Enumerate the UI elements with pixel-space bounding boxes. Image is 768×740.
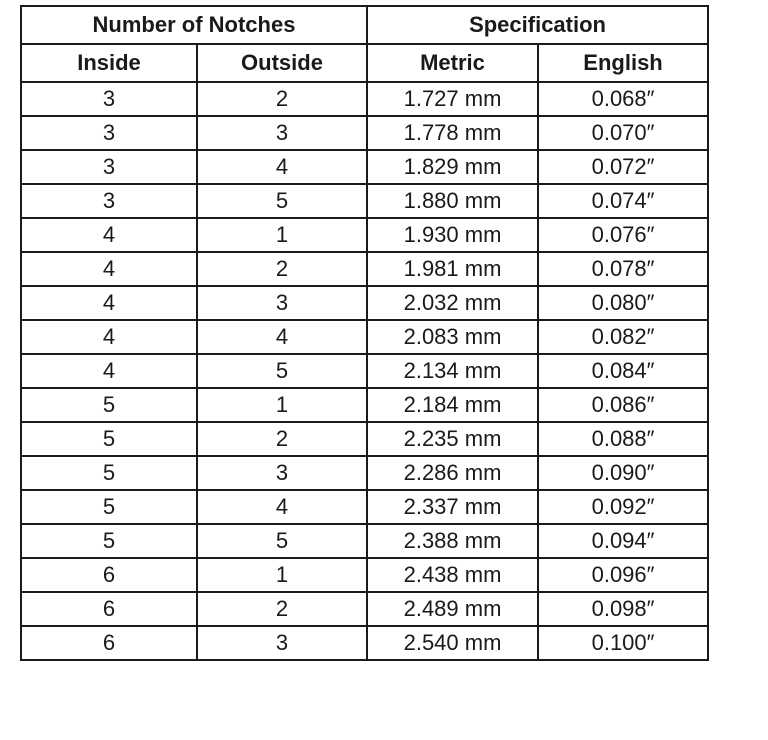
table-row <box>21 252 708 286</box>
cell-inside: 4 <box>21 218 197 252</box>
cell-outside: 2 <box>197 422 367 456</box>
table-row <box>21 592 708 626</box>
cell-outside: 3 <box>197 626 367 660</box>
table-row <box>21 626 708 660</box>
cell-inside: 3 <box>21 116 197 150</box>
cell-inside: 5 <box>21 422 197 456</box>
cell-inside: 4 <box>21 286 197 320</box>
cell-outside: 1 <box>197 388 367 422</box>
table-row <box>21 354 708 388</box>
group-header-notches: Number of Notches <box>21 6 367 44</box>
table-row <box>21 456 708 490</box>
table-row <box>21 490 708 524</box>
notch-spec-table <box>20 5 709 661</box>
cell-outside: 3 <box>197 286 367 320</box>
cell-english: 0.086″ <box>538 388 708 422</box>
cell-inside: 5 <box>21 456 197 490</box>
cell-outside: 1 <box>197 218 367 252</box>
table-row <box>21 422 708 456</box>
cell-metric: 2.083 mm <box>367 320 538 354</box>
table-row <box>21 82 708 116</box>
cell-metric: 1.930 mm <box>367 218 538 252</box>
cell-outside: 4 <box>197 150 367 184</box>
cell-metric: 2.337 mm <box>367 490 538 524</box>
cell-english: 0.090″ <box>538 456 708 490</box>
cell-outside: 3 <box>197 456 367 490</box>
cell-english: 0.092″ <box>538 490 708 524</box>
column-header-row <box>21 44 708 82</box>
cell-english: 0.068″ <box>538 82 708 116</box>
cell-metric: 2.286 mm <box>367 456 538 490</box>
cell-metric: 2.032 mm <box>367 286 538 320</box>
cell-metric: 2.540 mm <box>367 626 538 660</box>
cell-outside: 2 <box>197 82 367 116</box>
cell-english: 0.076″ <box>538 218 708 252</box>
group-header-specification: Specification <box>367 6 708 44</box>
cell-inside: 4 <box>21 354 197 388</box>
cell-english: 0.094″ <box>538 524 708 558</box>
cell-metric: 2.438 mm <box>367 558 538 592</box>
cell-outside: 3 <box>197 116 367 150</box>
table-row <box>21 150 708 184</box>
cell-inside: 4 <box>21 320 197 354</box>
table-row <box>21 388 708 422</box>
cell-english: 0.070″ <box>538 116 708 150</box>
cell-english: 0.098″ <box>538 592 708 626</box>
cell-metric: 1.829 mm <box>367 150 538 184</box>
table-row <box>21 320 708 354</box>
cell-inside: 3 <box>21 150 197 184</box>
cell-english: 0.096″ <box>538 558 708 592</box>
cell-english: 0.088″ <box>538 422 708 456</box>
cell-metric: 2.235 mm <box>367 422 538 456</box>
cell-outside: 2 <box>197 592 367 626</box>
cell-outside: 2 <box>197 252 367 286</box>
table-row <box>21 184 708 218</box>
cell-inside: 6 <box>21 626 197 660</box>
cell-english: 0.080″ <box>538 286 708 320</box>
cell-english: 0.084″ <box>538 354 708 388</box>
cell-metric: 2.184 mm <box>367 388 538 422</box>
cell-metric: 2.134 mm <box>367 354 538 388</box>
cell-inside: 3 <box>21 184 197 218</box>
table-row <box>21 116 708 150</box>
cell-outside: 4 <box>197 320 367 354</box>
cell-metric: 2.388 mm <box>367 524 538 558</box>
cell-outside: 5 <box>197 354 367 388</box>
cell-outside: 4 <box>197 490 367 524</box>
table-row <box>21 524 708 558</box>
column-header-metric: Metric <box>367 44 538 82</box>
cell-inside: 6 <box>21 558 197 592</box>
cell-inside: 5 <box>21 490 197 524</box>
table-row <box>21 286 708 320</box>
cell-outside: 5 <box>197 524 367 558</box>
cell-inside: 5 <box>21 388 197 422</box>
cell-english: 0.078″ <box>538 252 708 286</box>
cell-inside: 5 <box>21 524 197 558</box>
cell-metric: 1.880 mm <box>367 184 538 218</box>
table-row <box>21 218 708 252</box>
cell-metric: 1.727 mm <box>367 82 538 116</box>
cell-english: 0.072″ <box>538 150 708 184</box>
table-body <box>21 82 708 660</box>
column-header-english: English <box>538 44 708 82</box>
cell-english: 0.074″ <box>538 184 708 218</box>
table-row <box>21 558 708 592</box>
group-header-row <box>21 6 708 44</box>
cell-outside: 1 <box>197 558 367 592</box>
cell-inside: 4 <box>21 252 197 286</box>
cell-inside: 3 <box>21 82 197 116</box>
cell-metric: 2.489 mm <box>367 592 538 626</box>
cell-metric: 1.981 mm <box>367 252 538 286</box>
cell-metric: 1.778 mm <box>367 116 538 150</box>
cell-english: 0.100″ <box>538 626 708 660</box>
cell-outside: 5 <box>197 184 367 218</box>
cell-inside: 6 <box>21 592 197 626</box>
cell-english: 0.082″ <box>538 320 708 354</box>
column-header-inside: Inside <box>21 44 197 82</box>
column-header-outside: Outside <box>197 44 367 82</box>
